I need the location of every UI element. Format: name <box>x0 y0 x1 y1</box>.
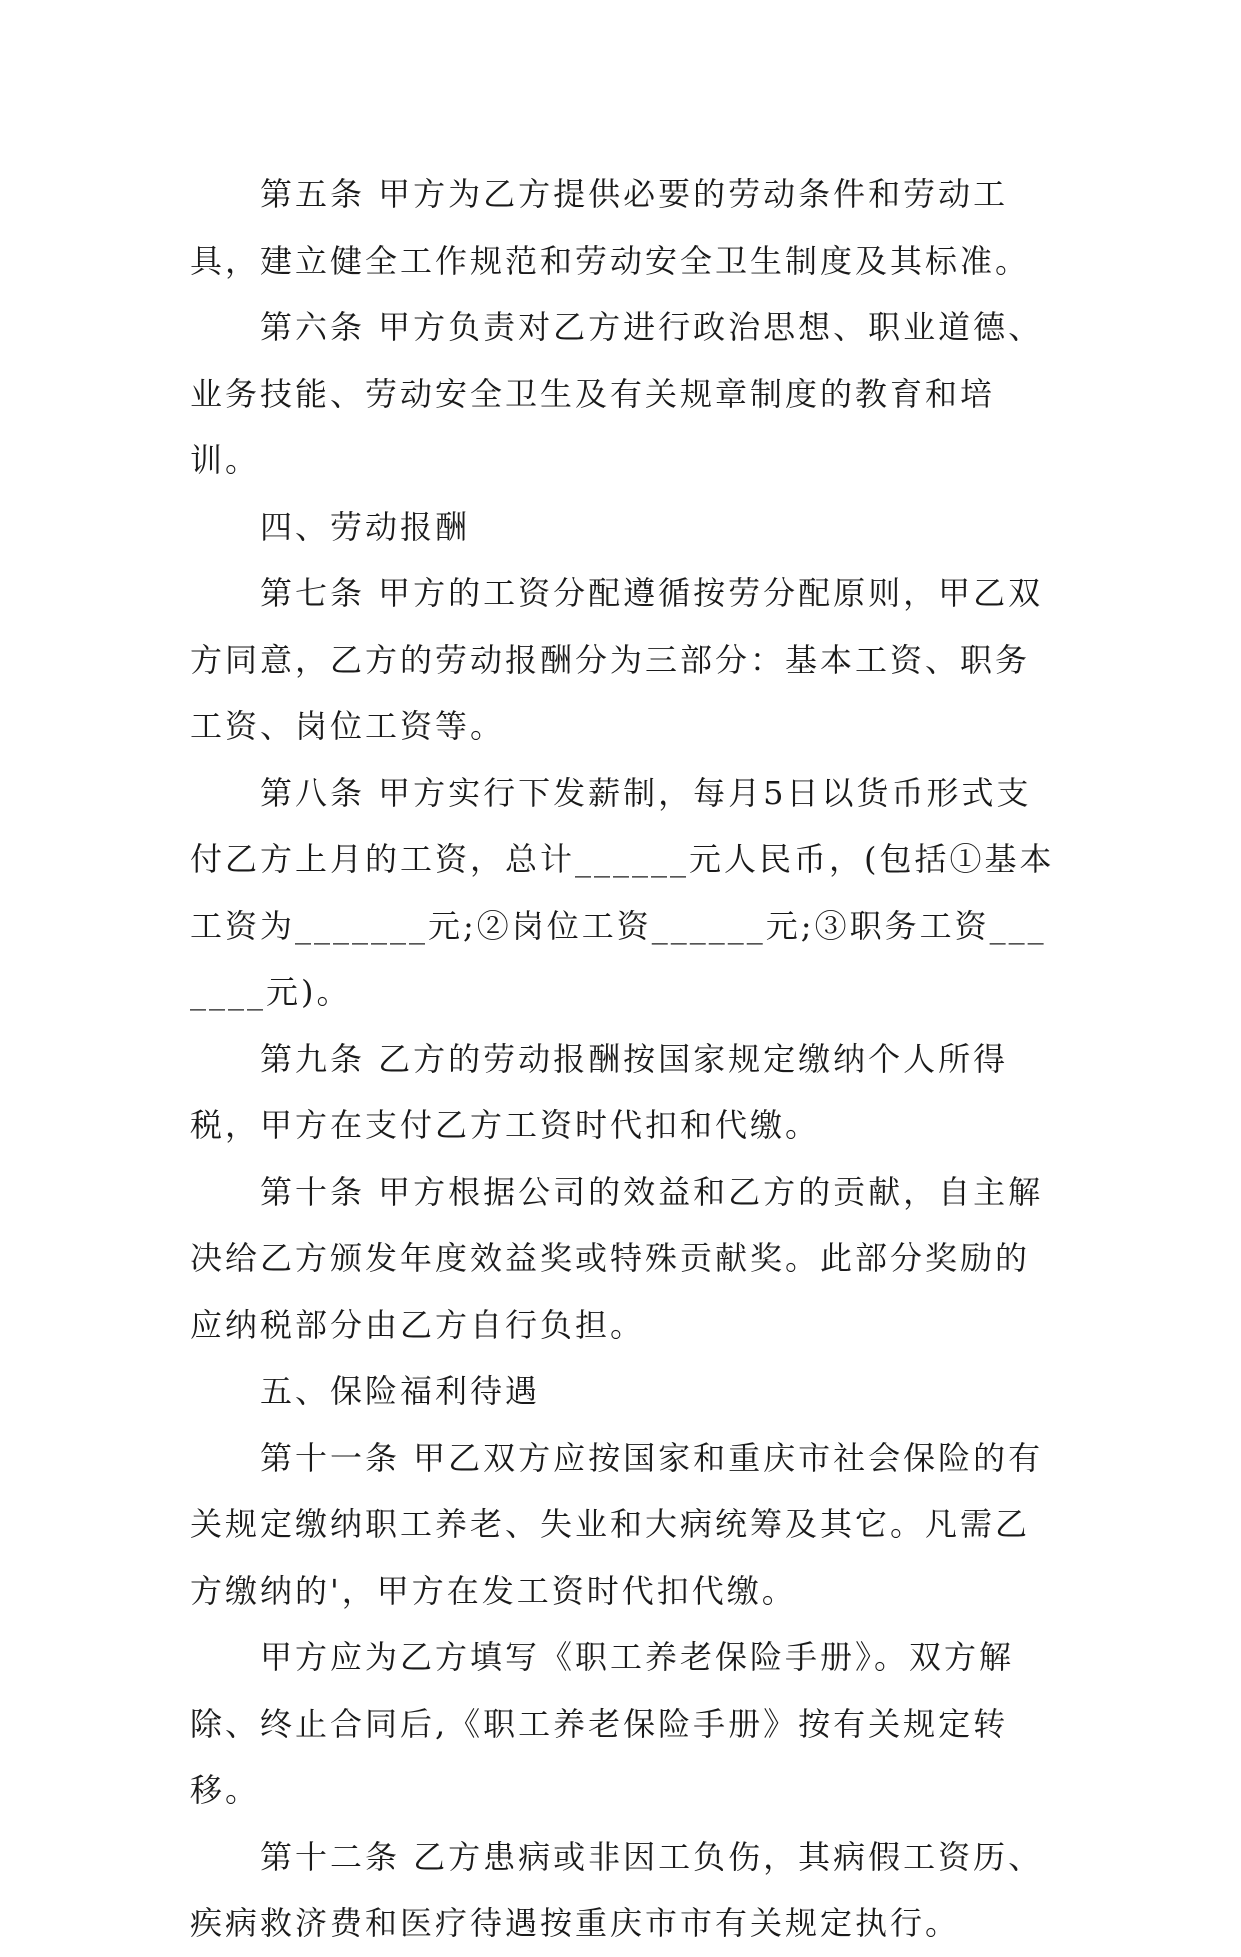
clause-6: 第六条 甲方负责对乙方进行政治思想、职业道德、业务技能、劳动安全卫生及有关规章制度的教育和培训。 <box>190 308 1044 479</box>
clause-7: 第七条 甲方的工资分配遵循按劳分配原则，甲乙双方同意，乙方的劳动报酬分为三部分：基本工资、职务工资、岗位工资等。 <box>190 574 1044 745</box>
section-heading-insurance: 五、保险福利待遇 <box>260 1372 541 1410</box>
clause-8: 第八条 甲方实行下发薪制，每月5日以货币形式支付乙方上月的工资，总计______元人民币，(包括①基本工资为_______元;②岗位工资______元;③职务工资_______元)。 <box>190 773 1055 1011</box>
clause-11-supplement: 甲方应为乙方填写《职工养老保险手册》。双方解除、终止合同后,《职工养老保险手册》按有关规定转移。 <box>190 1638 1015 1809</box>
document-body <box>190 161 1060 1957</box>
section-heading-remuneration: 四、劳动报酬 <box>260 507 471 546</box>
clause-9: 第九条 乙方的劳动报酬按国家规定缴纳个人所得税，甲方在支付乙方工资时代扣和代缴。 <box>190 1039 1009 1144</box>
clause-12: 第十二条 乙方患病或非因工负伤，其病假工资历、疾病救济费和医疗待遇按重庆市市有关规定执行。 <box>190 1837 1044 1942</box>
clause-5: 第五条 甲方为乙方提供必要的劳动条件和劳动工具，建立健全工作规范和劳动安全卫生制度及其标准。 <box>190 175 1031 280</box>
clause-10: 第十条 甲方根据公司的效益和乙方的贡献，自主解决给乙方颁发年度效益奖或特殊贡献奖。此部分奖励的应纳税部分由乙方自行负担。 <box>190 1172 1044 1344</box>
clause-11: 第十一条 甲乙双方应按国家和重庆市社会保险的有关规定缴纳职工养老、失业和大病统筹及其它。凡需乙方缴纳的'，甲方在发工资时代扣代缴。 <box>190 1438 1044 1610</box>
